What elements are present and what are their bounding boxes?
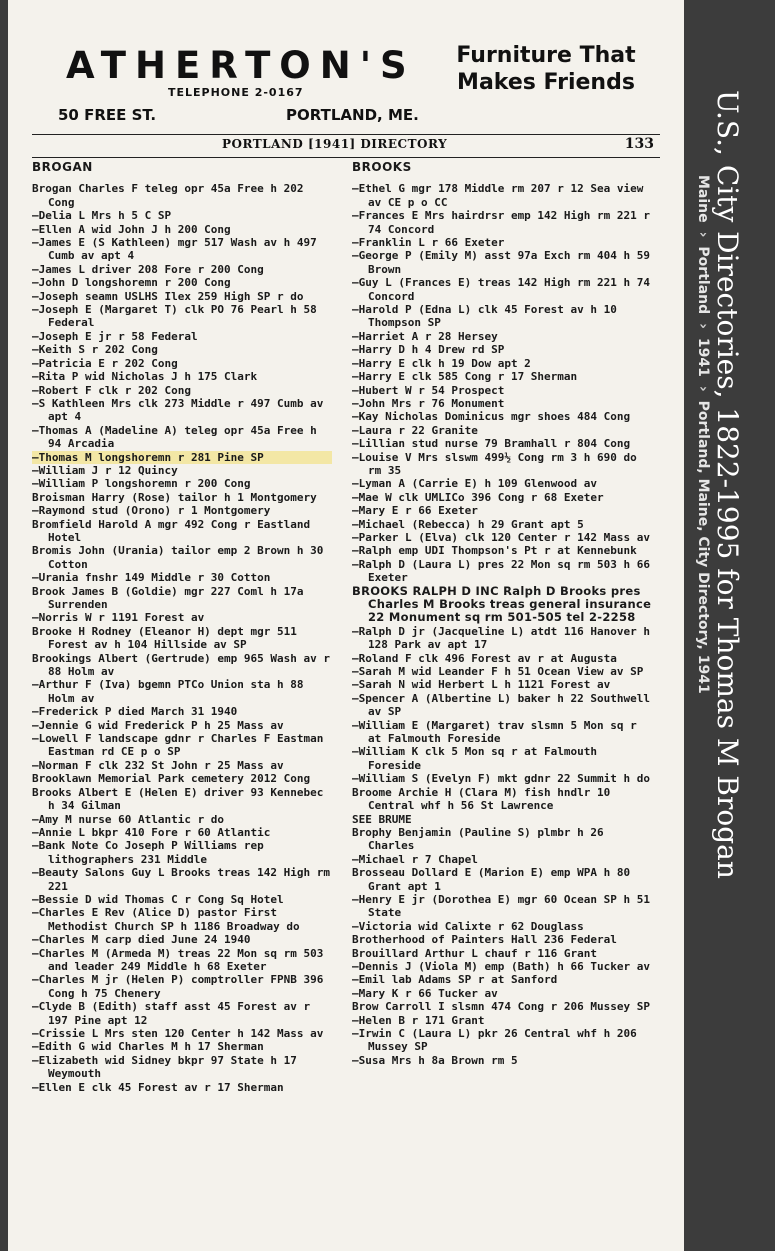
right-directory-entry: —John Mrs r 76 Monument	[352, 396, 505, 410]
left-directory-entry: Brooke H Rodney (Eleanor H) dept mgr 511 Forest av h 104 Hillside av SP	[32, 624, 297, 652]
left-directory-entry: —Keith S r 202 Cong	[32, 343, 158, 357]
breadcrumb-link[interactable]: 1941	[695, 337, 711, 377]
right-directory-entry: —Michael (Rebecca) h 29 Grant apt 5	[352, 517, 584, 531]
right-directory-entry: —William K clk 5 Mon sq r at Falmouth Foreside	[352, 745, 598, 772]
left-directory-entry: —Elizabeth wid Sidney bkpr 97 State h 17 Weymouth	[32, 1053, 297, 1081]
right-directory-entry: SEE BRUME	[352, 812, 412, 826]
right-directory-entry: —Susa Mrs h 8a Brown rm 5	[352, 1053, 518, 1067]
left-directory-entry: —Clyde B (Edith) staff asst 45 Forest av r 197 Pine apt 12	[32, 1000, 311, 1027]
ad-store-name: ATHERTON'S	[66, 44, 416, 87]
left-directory-entry: —William J r 12 Quincy	[32, 463, 178, 477]
right-directory-entry: —Emil lab Adams SP r at Sanford	[352, 973, 558, 987]
breadcrumb-link[interactable]: Maine	[695, 175, 711, 223]
right-directory-entry: —Lyman A (Carrie E) h 109 Glenwood av	[352, 477, 598, 491]
right-directory-entry: Brotherhood of Painters Hall 236 Federal	[352, 933, 617, 947]
right-directory-entry: —Mary E r 66 Exeter	[352, 504, 478, 518]
right-directory-entry: —Helen B r 171 Grant	[352, 1013, 485, 1027]
right-entry-list	[352, 182, 652, 1067]
right-directory-entry: —Lillian stud nurse 79 Bramhall r 804 Cong	[352, 437, 631, 451]
left-directory-entry: —Norris W r 1191 Forest av	[32, 611, 205, 625]
ad-telephone: TELEPHONE 2-0167	[168, 86, 304, 99]
left-directory-entry: —Raymond stud (Orono) r 1 Montgomery	[32, 504, 271, 518]
left-directory-entry: —Annie L bkpr 410 Fore r 60 Atlantic	[32, 825, 271, 839]
right-directory-entry: —Franklin L r 66 Exeter	[352, 236, 505, 250]
right-column	[352, 161, 652, 1067]
right-directory-entry: —Ethel G mgr 178 Middle rm 207 r 12 Sea view av CE p o CC	[352, 182, 644, 209]
left-directory-entry: —Joseph E jr r 58 Federal	[32, 329, 198, 343]
left-directory-entry: Brook James B (Goldie) mgr 227 Coml h 17a Surrenden	[32, 584, 304, 611]
right-directory-entry: —Michael r 7 Chapel	[352, 852, 478, 866]
left-directory-entry: —Charles M (Armeda M) treas 22 Mon sq rm 503 and leader 249 Middle h 68 Exeter	[32, 946, 324, 973]
record-title: U.S., City Directories, 1822-1995 for Thomas M Brogan	[711, 90, 744, 879]
left-directory-entry: Bromis John (Urania) tailor emp 2 Brown h 30 Cotton	[32, 544, 324, 571]
right-directory-entry: BROOKS RALPH D INC Ralph D Brooks pres Charles M Brooks treas general insurance 22 Monument sq rm 501-505 tel 2-2258	[352, 583, 652, 625]
right-directory-entry: —Frances E Mrs hairdrsr emp 142 High rm 221 r 74 Concord	[352, 209, 651, 236]
right-directory-entry: —Kay Nicholas Dominicus mgr shoes 484 Cong	[352, 410, 631, 424]
ad-address: 50 FREE ST.	[58, 106, 157, 124]
breadcrumb-link[interactable]: Portland	[695, 246, 711, 315]
left-directory-entry: —John D longshoremn r 200 Cong	[32, 276, 231, 290]
right-directory-entry: —Guy L (Frances E) treas 142 High rm 221 h 74 Concord	[352, 276, 651, 303]
left-directory-entry: —Joseph seamn USLHS Ilex 259 High SP r do	[32, 289, 304, 303]
left-directory-entry: —Rita P wid Nicholas J h 175 Clark	[32, 370, 258, 384]
page-number: 133	[624, 136, 654, 152]
right-directory-entry: —Harry E clk 585 Cong r 17 Sherman	[352, 370, 578, 384]
breadcrumb	[695, 175, 711, 694]
left-directory-entry: —Patricia E r 202 Cong	[32, 356, 178, 370]
right-directory-entry: —William E (Margaret) trav slsmn 5 Mon sq r at Falmouth Foreside	[352, 718, 637, 746]
left-directory-entry: —William P longshoremn r 200 Cong	[32, 477, 251, 491]
left-directory-entry: Brooks Albert E (Helen E) driver 93 Kennebec h 34 Gilman	[32, 785, 324, 813]
right-directory-entry: —Roland F clk 496 Forest av r at Augusta	[352, 651, 617, 665]
right-directory-entry: Brophy Benjamin (Pauline S) plmbr h 26 Charles	[352, 825, 604, 853]
right-directory-entry: —Ralph emp UDI Thompson's Pt r at Kennebunk	[352, 544, 637, 558]
left-directory-entry: —Charles M carp died June 24 1940	[32, 933, 251, 947]
breadcrumb-separator: ›	[695, 231, 711, 238]
right-directory-entry: —Mae W clk UMLICo 396 Cong r 68 Exeter	[352, 490, 604, 504]
right-directory-entry: —Victoria wid Calixte r 62 Douglass	[352, 919, 584, 933]
left-directory-entry: —Charles M jr (Helen P) comptroller FPNB 396 Cong h 75 Chenery	[32, 973, 324, 1000]
right-directory-entry: —Henry E jr (Dorothea E) mgr 60 Ocean SP h 51 State	[352, 892, 651, 920]
right-directory-entry: Brouillard Arthur L chauf r 116 Grant	[352, 946, 598, 960]
directory-page	[8, 0, 684, 1251]
right-directory-entry: —Harriet A r 28 Hersey	[352, 329, 498, 343]
right-directory-entry: —Spencer A (Albertine L) baker h 22 Southwell av SP	[352, 691, 651, 719]
left-directory-entry: —Norman F clk 232 St John r 25 Mass av	[32, 758, 284, 772]
right-directory-entry: —Irwin C (Laura L) pkr 26 Central whf h 206 Mussey SP	[352, 1027, 637, 1054]
left-directory-entry: —Robert F clk r 202 Cong	[32, 383, 191, 397]
left-directory-entry: —Charles E Rev (Alice D) pastor First Methodist Church SP h 1186 Broadway do	[32, 906, 300, 933]
atherton-advertisement	[38, 40, 654, 130]
right-directory-entry: —Mary K r 66 Tucker av	[352, 986, 498, 1000]
right-directory-entry: —George P (Emily M) asst 97a Exch rm 404 h 59 Brown	[352, 249, 651, 276]
breadcrumb-separator: ›	[695, 323, 711, 329]
right-directory-entry: —Harry D h 4 Drew rd SP	[352, 343, 505, 357]
left-directory-entry: —Jennie G wid Frederick P h 25 Mass av	[32, 718, 284, 732]
left-directory-entry: —James L driver 208 Fore r 200 Cong	[32, 262, 264, 276]
left-column-heading: BROGAN	[32, 160, 93, 174]
running-header	[32, 134, 660, 158]
left-directory-entry: —Arthur F (Iva) bgemn PTCo Union sta h 88 Holm av	[32, 678, 304, 705]
left-directory-entry: —Urania fnshr 149 Middle r 30 Cotton	[32, 571, 271, 585]
left-directory-entry: Brogan Charles F teleg opr 45a Free h 202 Cong	[32, 182, 304, 209]
right-directory-entry: —Laura r 22 Granite	[352, 423, 478, 437]
breadcrumb-link[interactable]: Portland, Maine, City Directory, 1941	[695, 400, 711, 694]
left-directory-entry: —Amy M nurse 60 Atlantic r do	[32, 812, 225, 826]
left-directory-entry: —Crissie L Mrs sten 120 Center h 142 Mass av	[32, 1027, 324, 1040]
right-directory-entry: —Hubert W r 54 Prospect	[352, 383, 505, 397]
ad-slogan: Furniture That Makes Friends	[456, 43, 636, 95]
left-directory-entry: —Ellen A wid John J h 200 Cong	[32, 222, 231, 236]
right-directory-entry: —Harold P (Edna L) clk 45 Forest av h 10 Thompson SP	[352, 303, 617, 330]
left-directory-entry: —Thomas M longshoremn r 281 Pine SP	[32, 451, 332, 464]
left-entry-list	[32, 182, 332, 1094]
left-directory-entry: —Bank Note Co Joseph P Williams rep lithographers 231 Middle	[32, 839, 264, 866]
left-directory-entry: Bromfield Harold A mgr 492 Cong r Eastland Hotel	[32, 517, 311, 544]
left-column	[32, 161, 332, 1094]
right-directory-entry: Brosseau Dollard E (Marion E) emp WPA h 80 Grant apt 1	[352, 866, 631, 893]
left-directory-entry: —James E (S Kathleen) mgr 517 Wash av h 497 Cumb av apt 4	[32, 236, 317, 263]
left-directory-entry: —Ellen E clk 45 Forest av r 17 Sherman	[32, 1080, 284, 1094]
right-directory-entry: —Dennis J (Viola M) emp (Bath) h 66 Tucker av	[352, 959, 651, 973]
right-directory-entry: —Ralph D jr (Jacqueline L) atdt 116 Hanover h 128 Park av apt 17	[352, 624, 651, 652]
left-directory-entry: Brookings Albert (Gertrude) emp 965 Wash av r 88 Holm av	[32, 651, 331, 679]
left-directory-entry: —Delia L Mrs h 5 C SP	[32, 209, 172, 223]
right-directory-entry: —Sarah N wid Herbert L h 1121 Forest av	[352, 678, 611, 692]
right-directory-entry: —Ralph D (Laura L) pres 22 Mon sq rm 503 h 66 Exeter	[352, 557, 651, 585]
right-directory-entry: Brow Carroll I slsmn 474 Cong r 206 Mussey SP	[352, 1000, 651, 1014]
left-directory-entry: —Thomas A (Madeline A) teleg opr 45a Free h 94 Arcadia	[32, 423, 317, 451]
right-directory-entry: —Louise V Mrs slswm 499½ Cong rm 3 h 690 do rm 35	[352, 450, 637, 477]
left-directory-entry: —Joseph E (Margaret T) clk PO 76 Pearl h 58 Federal	[32, 303, 317, 330]
left-directory-entry: —Lowell F landscape gdnr r Charles F Eastman Eastman rd CE p o SP	[32, 732, 324, 759]
right-directory-entry: —William S (Evelyn F) mkt gdnr 22 Summit h do	[352, 772, 651, 786]
left-directory-entry: —Beauty Salons Guy L Brooks treas 142 High rm 221	[32, 866, 331, 893]
right-directory-entry: Broome Archie H (Clara M) fish hndlr 10 Central whf h 56 St Lawrence	[352, 785, 611, 813]
right-directory-entry: —Parker L (Elva) clk 120 Center r 142 Mass av	[352, 530, 651, 544]
left-directory-entry: —Bessie D wid Thomas C r Cong Sq Hotel	[32, 892, 284, 906]
directory-title: PORTLAND [1941] DIRECTORY	[222, 137, 448, 151]
ad-city: PORTLAND, ME.	[286, 106, 419, 124]
left-directory-entry: —S Kathleen Mrs clk 273 Middle r 497 Cumb av apt 4	[32, 396, 324, 424]
left-directory-entry: Brooklawn Memorial Park cemetery 2012 Cong	[32, 772, 311, 786]
left-directory-entry: Broisman Harry (Rose) tailor h 1 Montgomery	[32, 490, 317, 504]
right-column-heading: BROOKS	[352, 160, 412, 174]
right-directory-entry: —Sarah M wid Leander F h 51 Ocean View av SP	[352, 665, 644, 679]
breadcrumb-separator: ›	[695, 385, 711, 392]
left-directory-entry: —Frederick P died March 31 1940	[32, 705, 238, 719]
right-directory-entry: —Harry E clk h 19 Dow apt 2	[352, 356, 531, 370]
left-directory-entry: —Edith G wid Charles M h 17 Sherman	[32, 1040, 264, 1054]
